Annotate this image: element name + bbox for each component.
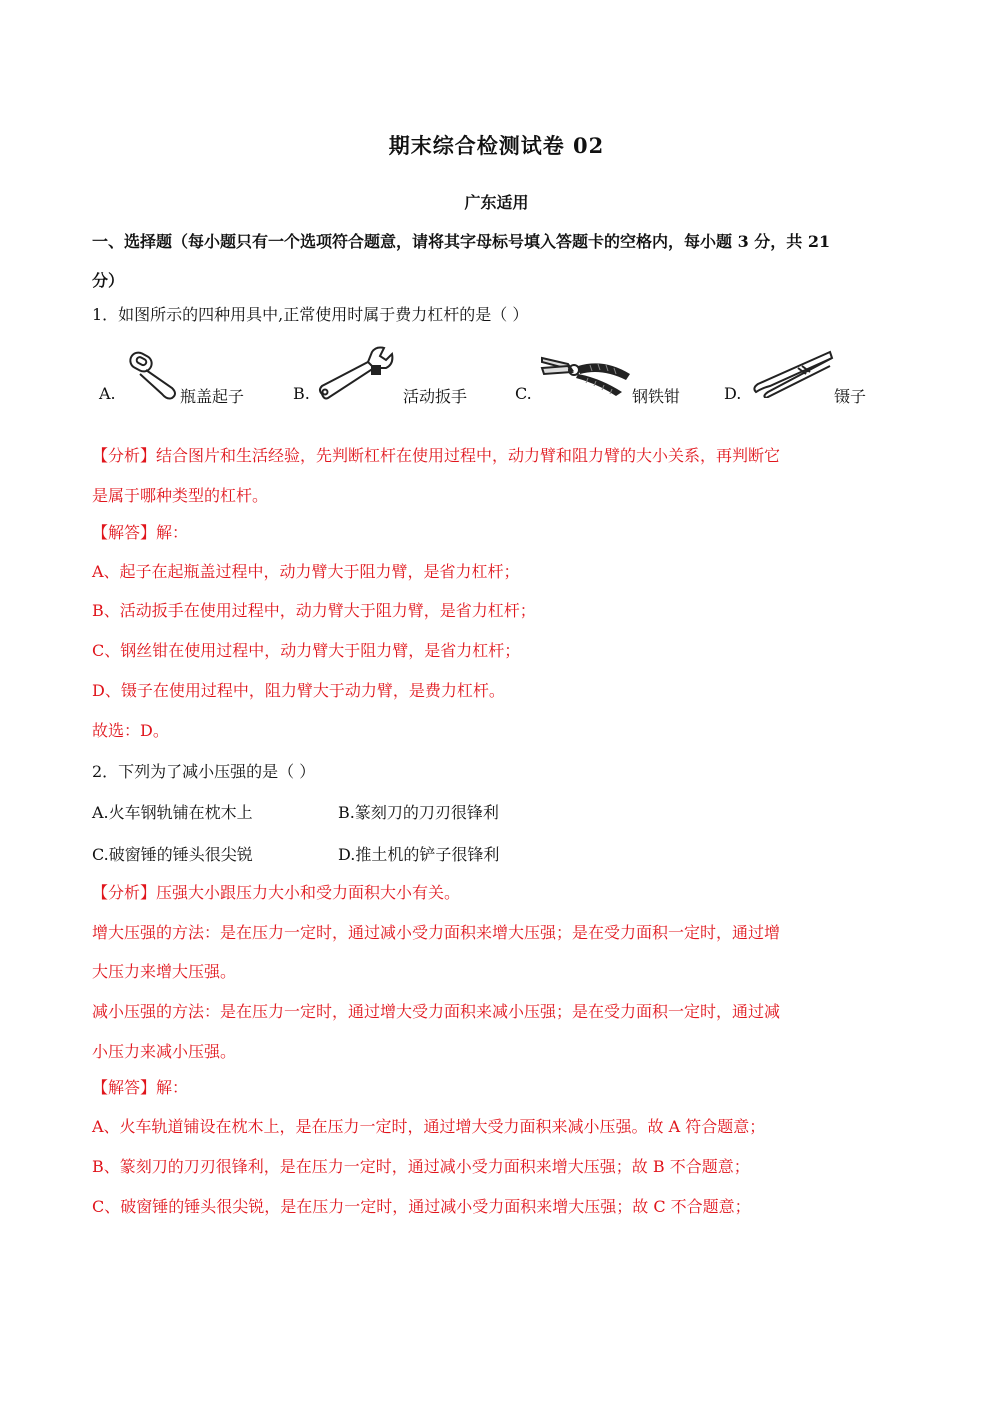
q2-answer-head: 【解答】解： <box>92 1078 189 1097</box>
q1-option-a-label: 瓶盖起子 <box>180 387 245 406</box>
pliers-icon <box>538 352 634 398</box>
q1-option-b-label: 活动扳手 <box>403 387 468 406</box>
q1-analysis: 【分析】结合图片和生活经验，先判断杠杆在使用过程中，动力臂和阻力臂的大小关系，再判断它 <box>92 446 781 465</box>
q2-stem: 2．下列为了减小压强的是（ ） <box>92 762 316 781</box>
q1-answer-a: A、起子在起瓶盖过程中，动力臂大于阻力臂，是省力杠杆； <box>92 562 520 581</box>
q2-option-d: D.推土机的铲子很锋利 <box>338 845 500 864</box>
page-subtitle: 广东适用 <box>464 193 529 212</box>
q2-decrease-method-cont: 小压力来减小压强。 <box>92 1042 237 1061</box>
q2-decrease-method: 减小压强的方法：是在压力一定时，通过增大受力面积来减小压强；是在受力面积一定时，通过减 <box>92 1002 781 1021</box>
page-title: 期末综合检测试卷 02 <box>388 133 605 158</box>
q1-option-c-label: 钢铁钳 <box>632 387 681 406</box>
adjustable-wrench-icon <box>316 344 396 404</box>
section-heading-cont: 分） <box>92 271 125 290</box>
q1-choice: 故选：D。 <box>92 721 169 740</box>
q1-answer-d: D、镊子在使用过程中，阻力臂大于动力臂，是费力杠杆。 <box>92 681 505 700</box>
q2-option-b: B.篆刻刀的刀刃很锋利 <box>338 803 499 822</box>
q1-answer-b: B、活动扳手在使用过程中，动力臂大于阻力臂，是省力杠杆； <box>92 601 536 620</box>
q2-answer-c: C、破窗锤的锤头很尖锐，是在压力一定时，通过减小受力面积来增大压强；故 C 不合题意； <box>92 1197 751 1216</box>
section-heading: 一、选择题（每小题只有一个选项符合题意，请将其字母标号填入答题卡的空格内，每小题 3 分，共 21 <box>92 232 831 251</box>
q2-analysis: 【分析】压强大小跟压力大小和受力面积大小有关。 <box>92 883 461 902</box>
q2-increase-method: 增大压强的方法：是在压力一定时，通过减小受力面积来增大压强；是在受力面积一定时，通过增 <box>92 923 781 942</box>
q1-option-b-letter: B. <box>293 384 310 403</box>
q2-option-c: C.破窗锤的锤头很尖锐 <box>92 845 253 864</box>
q2-answer-b: B、篆刻刀的刀刃很锋利，是在压力一定时，通过减小受力面积来增大压强；故 B 不合题意； <box>92 1157 750 1176</box>
q1-option-a-letter: A. <box>99 384 116 403</box>
q1-option-d-label: 镊子 <box>834 387 867 406</box>
q1-answer-c: C、钢丝钳在使用过程中，动力臂大于阻力臂，是省力杠杆； <box>92 641 521 660</box>
q2-option-a: A.火车钢轨铺在枕木上 <box>92 803 253 822</box>
q2-answer-a: A、火车轨道铺设在枕木上，是在压力一定时，通过增大受力面积来减小压强。故 A 符合题意； <box>92 1117 766 1136</box>
q1-analysis-cont: 是属于哪种类型的杠杆。 <box>92 486 269 505</box>
q1-option-d-letter: D. <box>724 384 742 403</box>
tweezers-icon <box>748 348 834 398</box>
q1-stem: 1．如图所示的四种用具中,正常使用时属于费力杠杆的是（ ） <box>92 305 529 324</box>
q1-option-c-letter: C. <box>515 384 532 403</box>
q2-increase-method-cont: 大压力来增大压强。 <box>92 962 237 981</box>
q1-answer-head: 【解答】解： <box>92 523 189 542</box>
bottle-opener-icon <box>122 350 182 402</box>
